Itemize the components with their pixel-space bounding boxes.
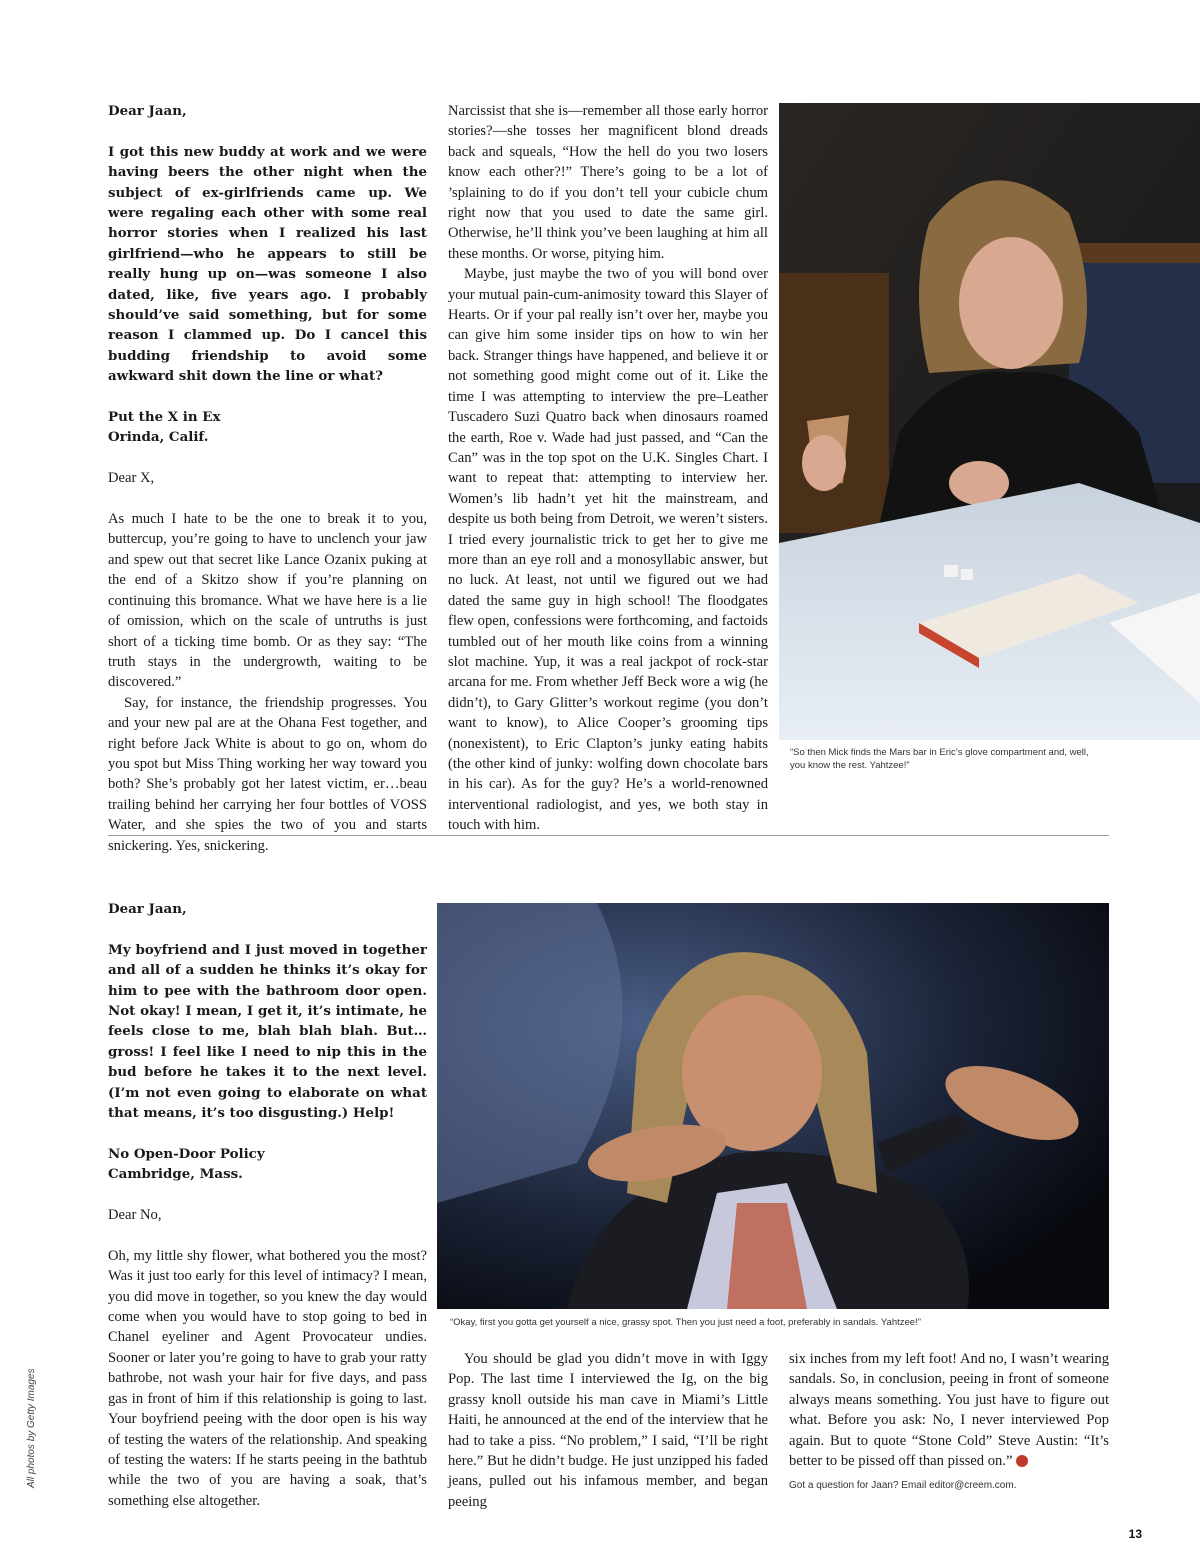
letter1-reply-paragraph-4: Maybe, just maybe the two of you will bond over your mutual pain-cum-animosity toward this Slayer of Hearts. Or if your pal really isn’t over her, maybe you can give him some insider tips on how to win her back. Stranger things have happened, and believe it or not something good might come out of it. Like the time I was attempting to interview the pre–Leather Tuscadero Suzi Quatro back when dinosaurs roamed the earth, Roe v. Wade had just passed, and “Can the Can” was in the top spot on the U.K. Singles Chart. I want to repeat that: attempting to interview her. Women’s lib hadn’t yet hit the mainstream, and despite us both being from Detroit, we weren’t sisters. I tried every journalistic trick to get her to give me more than an eye roll and a monosyllabic answer, but no luck. At least, not until we figured out we had dated the same guy in high school! The floodgates flew open, confessions were forthcoming, and factoids tumbled out of her mouth like coins from a winning slot machine. Yup, it was a real jackpot of rock-star arcana for me. From whether Jeff Beck wore a wig (he didn’t), to Gary Glitter’s workout regime (you don’t want to know), to Alice Cooper’s grooming tips (nonexistent), to Eric Clapton’s junky eating habits (the other kind of junky: wolfing down chocolate bars in his car). As for the guy? He’s a world-renowned interventional radiologist, and yes, we both stay in touch with him. bbox=[448, 266, 768, 834]
letter2-reply-salutation: Dear No, bbox=[108, 1207, 162, 1224]
letter1-question: I got this new buddy at work and we were having beers the other night when the subject of ex-girlfriends came up. We were regaling each other with some real horror stories when I realized his last girlfriend—who he appears to still be really hung up on—was someone I also dated, like, five years ago. I probably should’ve said something, but for some reason I clammed up. Do I cancel this budding friendship to avoid some awkward shit down the line or what? bbox=[108, 143, 427, 385]
letter1-column-2 bbox=[448, 101, 768, 836]
letter1-reply-salutation: Dear X, bbox=[108, 470, 155, 487]
letter2-column-1 bbox=[108, 899, 427, 1511]
suzi-quatro-photo bbox=[779, 103, 1200, 740]
creem-logo-icon bbox=[1016, 1455, 1028, 1467]
letter2-signoff-place: Cambridge, Mass. bbox=[108, 1166, 243, 1183]
letter2-signoff-name: No Open-Door Policy bbox=[108, 1145, 265, 1162]
letter2-salutation: Dear Jaan, bbox=[108, 901, 187, 917]
letter1-reply-paragraph-1: As much I hate to be the one to break it to you, buttercup, you’re going to have to unclench your jaw and spew out that secret like Lance Ozanix puking at the end of a Skitzo show if you’re planning on continuing this bromance. What we have here is a lie of omission, which on the scale of untruths is just short of a ticking time bomb. Or as they say: “The truth stays in the undergrowth, waiting to be discovered.” bbox=[108, 511, 427, 691]
page-number: 13 bbox=[1128, 1527, 1142, 1541]
photo1-caption: “So then Mick finds the Mars bar in Eric’s glove compartment and, well, you know the rest. Yahtzee!” bbox=[790, 747, 1089, 771]
iggy-pop-photo bbox=[437, 903, 1109, 1309]
suzi-quatro-illustration bbox=[779, 103, 1200, 740]
section-divider bbox=[108, 835, 1109, 836]
contact-line: Got a question for Jaan? Email editor@creem.com. bbox=[789, 1480, 1017, 1492]
photo-credit: All photos by Getty Images bbox=[26, 1368, 37, 1488]
letter2-column-3 bbox=[789, 1349, 1109, 1493]
letter1-signoff-place: Orinda, Calif. bbox=[108, 429, 209, 446]
letter1-signoff-name: Put the X in Ex bbox=[108, 409, 221, 426]
photo2-caption: “Okay, first you gotta get yourself a nice, grassy spot. Then you just need a foot, preferably in sandals. Yahtzee!” bbox=[450, 1317, 921, 1328]
letter1-reply-paragraph-2: Say, for instance, the friendship progresses. You and your new pal are at the Ohana Fest together, and right before Jack White is about to go on, whom do you spot but Miss Thing working her way toward you both? She’s probably got her latest victim, er…beau trailing behind her carrying her four bottles of VOSS Water, and she spies the two of you and starts snickering. Yes, snickering. bbox=[108, 694, 427, 854]
letter2-reply-paragraph-3: six inches from my left foot! And no, I wasn’t wearing sandals. So, in conclusion, peeing in front of someone always means something. You just have to figure out what. Before you ask: No, I never interviewed Pop again. But to quote “Stone Cold” Steve Austin: “It’s better to be pissed off than pissed on.” bbox=[789, 1351, 1109, 1470]
letter2-question: My boyfriend and I just moved in together and all of a sudden he thinks it’s okay for him to pee with the bathroom door open. Not okay! I mean, I get it, it’s intimate, he feels close to me, blah blah blah. But…gross! I feel like I need to nip this in the bud before he takes it to the next level. (I’m not even going to elaborate on what that means, it’s too disgusting.) Help! bbox=[108, 941, 427, 1122]
letter1-column-1 bbox=[108, 101, 427, 856]
letter2-column-2 bbox=[448, 1349, 768, 1512]
letter2-reply-paragraph-1: Oh, my little shy flower, what bothered you the most? Was it just too early for this level of intimacy? I mean, you did move in together, so you knew the day would come when you would have to stop going to bed in Chanel eyeliner and Agent Provocateur undies. Sooner or later you’re going to have to grab your ratty bathrobe, not wash your hair for five days, and pass gas in front of him if this relationship is going to last. Your boyfriend peeing with the door open is his way of testing the waters of the relationship. And speaking of testing the waters: If he starts peeing in the bathtub while the two of you are having a soak, that’s something else altogether. bbox=[108, 1247, 427, 1509]
letter2-reply-paragraph-2: You should be glad you didn’t move in with Iggy Pop. The last time I interviewed the Ig, on the big grassy knoll outside his man cave in Miami’s Little Haiti, he announced at the end of the interview that he had to take a piss. “No problem,” I said, “I’ll be right here.” But he didn’t budge. He just unzipped his faded jeans, pulled out his infamous member, and began peeing bbox=[448, 1351, 768, 1510]
letter1-reply-paragraph-3: Narcissist that she is—remember all those early horror stories?—she tosses her magnificent blond dreads back and squeals, “How the hell do you two losers know each other?!” There’s going to be a lot of ’splaining to do if you don’t tell your cubicle chum right now that you used to date the same girl. Otherwise, he’ll think you’ve been laughing at him all these months. Or worse, pitying him. bbox=[448, 103, 768, 262]
letter1-salutation: Dear Jaan, bbox=[108, 103, 187, 119]
iggy-pop-illustration bbox=[437, 903, 1109, 1309]
